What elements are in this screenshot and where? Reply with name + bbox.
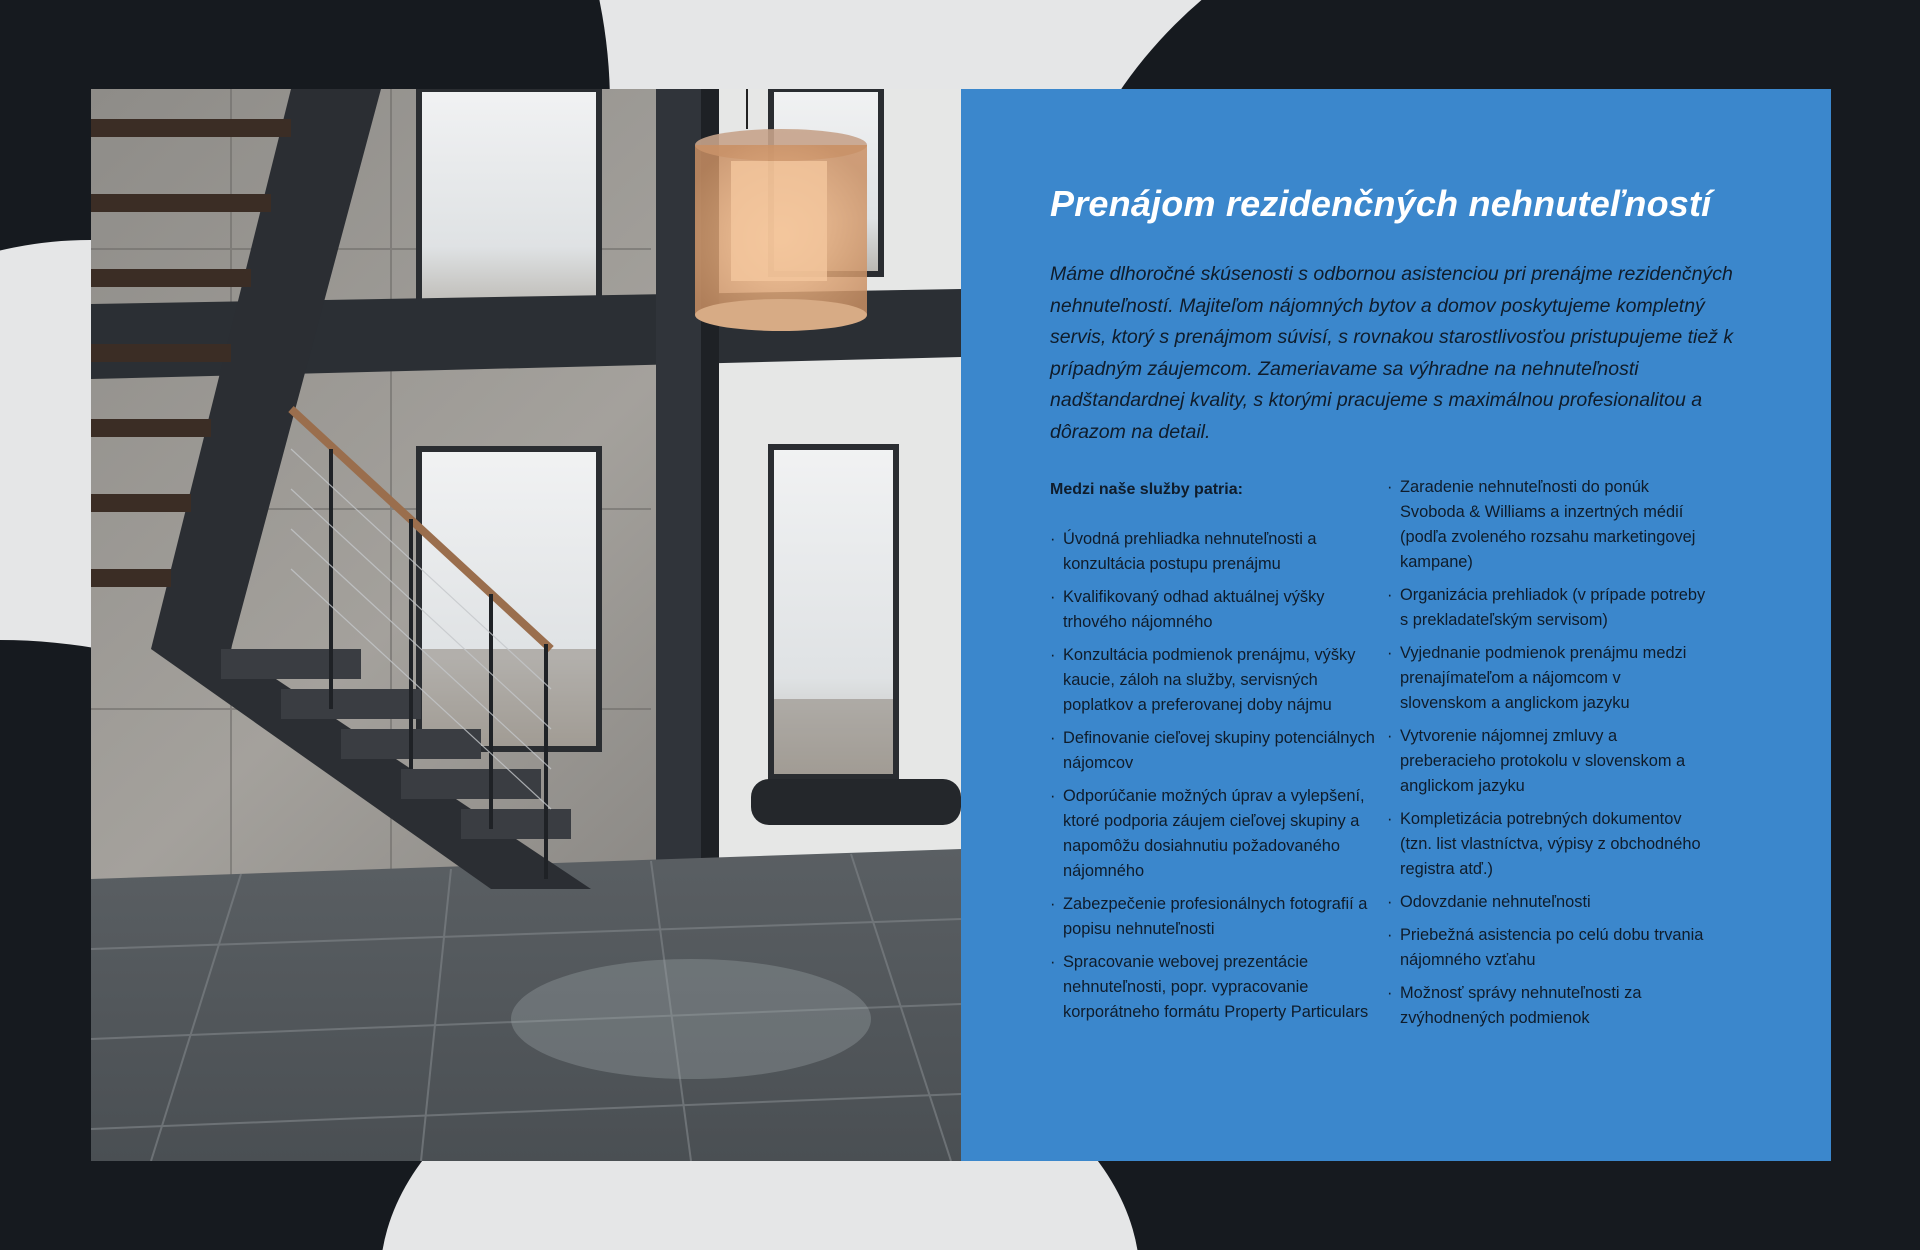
list-item: · Organizácia prehliadok (v prípade potreby s prekladateľským servisom) <box>1387 583 1707 633</box>
list-item: · Možnosť správy nehnuteľnosti za zvýhodnených podmienok <box>1387 981 1707 1031</box>
list-item: · Priebežná asistencia po celú dobu trvania nájomného vzťahu <box>1387 923 1707 973</box>
list-item: · Zabezpečenie profesionálnych fotografií a popisu nehnuteľnosti <box>1050 892 1380 942</box>
list-item: · Vytvorenie nájomnej zmluvy a preberacieho protokolu v slovenskom a anglickom jazyku <box>1387 724 1707 799</box>
services-list-right <box>1387 475 1707 1031</box>
list-item: · Spracovanie webovej prezentácie nehnuteľnosti, popr. vypracovanie korporátneho formátu Property Particulars <box>1050 950 1380 1025</box>
intro-paragraph: Máme dlhoročné skúsenosti s odbornou asistenciou pri prenájme rezidenčných nehnuteľností. Majiteľom nájomných bytov a domov poskytujeme kompletný servis, ktorý s prenájmom súvisí, s rovnakou starostlivosťou pristupujeme tiež k prípadným záujemcom. Zameriavame sa výhradne na nehnuteľnosti nadštandardnej kvality, s ktorými pracujeme s maximálnou profesionalitou a dôrazom na detail. <box>1050 263 1734 443</box>
interior-staircase-photo <box>91 89 961 1161</box>
services-heading: Medzi naše služby patria: <box>1050 481 1243 498</box>
brochure-spread <box>91 89 1831 1161</box>
list-item: · Konzultácia podmienok prenájmu, výšky kaucie, záloh na služby, servisných poplatkov a preferovanej doby nájmu <box>1050 643 1380 718</box>
list-item: · Kvalifikovaný odhad aktuálnej výšky trhového nájomného <box>1050 585 1380 635</box>
list-item: · Zaradenie nehnuteľnosti do ponúk Svoboda & Williams a inzertných médií (podľa zvoleného rozsahu marketingovej kampane) <box>1387 475 1707 575</box>
list-item: · Odovzdanie nehnuteľnosti <box>1387 890 1707 915</box>
list-item: · Odporúčanie možných úprav a vylepšení, ktoré podporia záujem cieľovej skupiny a napomôžu dosiahnutiu požadovaného nájomného <box>1050 784 1380 884</box>
info-panel <box>961 89 1831 1161</box>
page-title: Prenájom rezidenčných nehnuteľností <box>1050 183 1712 224</box>
services-column-right <box>1387 475 1707 1039</box>
services-list-left <box>1050 527 1380 1025</box>
services-column-left <box>1050 477 1380 1033</box>
list-item: · Definovanie cieľovej skupiny potenciálnych nájomcov <box>1050 726 1380 776</box>
list-item: · Vyjednanie podmienok prenájmu medzi prenajímateľom a nájomcom v slovenskom a anglickom jazyku <box>1387 641 1707 716</box>
list-item: · Kompletizácia potrebných dokumentov (tzn. list vlastníctva, výpisy z obchodného registra atď.) <box>1387 807 1707 882</box>
list-item: · Úvodná prehliadka nehnuteľnosti a konzultácia postupu prenájmu <box>1050 527 1380 577</box>
